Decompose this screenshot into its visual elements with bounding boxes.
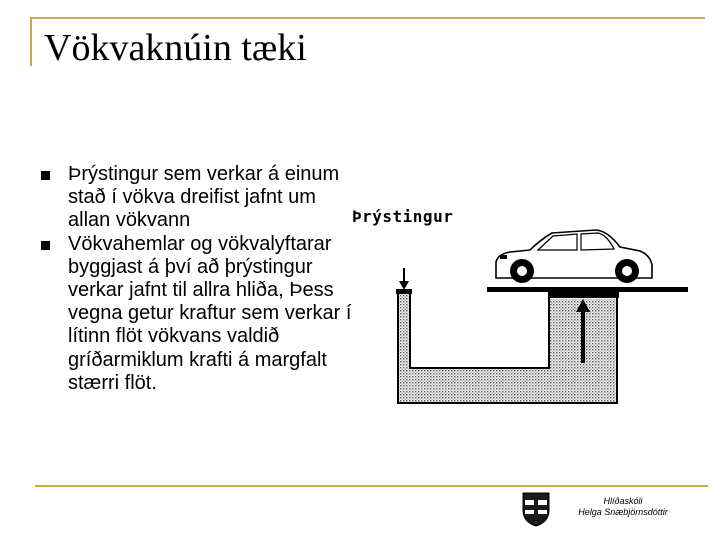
lift-platform	[487, 287, 688, 292]
bullet-text: Þrýstingur sem verkar á einum stað í vökva dreifist jafnt um allan vökvann	[68, 163, 340, 232]
hydraulic-lift-diagram	[352, 205, 712, 405]
title-rule-left	[30, 17, 32, 66]
slide-title: Vökvaknúin tæki	[44, 27, 307, 69]
bullet-item	[40, 233, 362, 395]
bullet-list	[40, 163, 362, 395]
bullet-text: Vökvahemlar og vökvalyftarar byggjast á því að þrýstingur verkar jafnt til allra hliða, Þess vegna getur kraftur sem verkar í lítinn flöt vökvans valdið gríðarmiklum krafti á margfalt stærri flöt.	[68, 232, 352, 394]
footer-author: Helga Snæbjörnsdóttir	[578, 507, 668, 517]
pressure-label: Þrýstingur	[352, 207, 454, 226]
arrow-down-icon	[399, 268, 409, 290]
title-rule-top	[30, 17, 705, 19]
footer-credit	[560, 496, 686, 518]
car-icon	[496, 230, 652, 283]
hydraulic-lift-figure	[352, 205, 712, 405]
school-logo-icon	[517, 490, 555, 528]
bullet-square-icon	[41, 171, 50, 180]
footer-rule	[35, 485, 708, 487]
footer-school: Hlíðaskóli	[603, 496, 643, 506]
bullet-square-icon	[41, 241, 50, 250]
large-piston	[548, 291, 619, 298]
bullet-item	[40, 163, 362, 233]
